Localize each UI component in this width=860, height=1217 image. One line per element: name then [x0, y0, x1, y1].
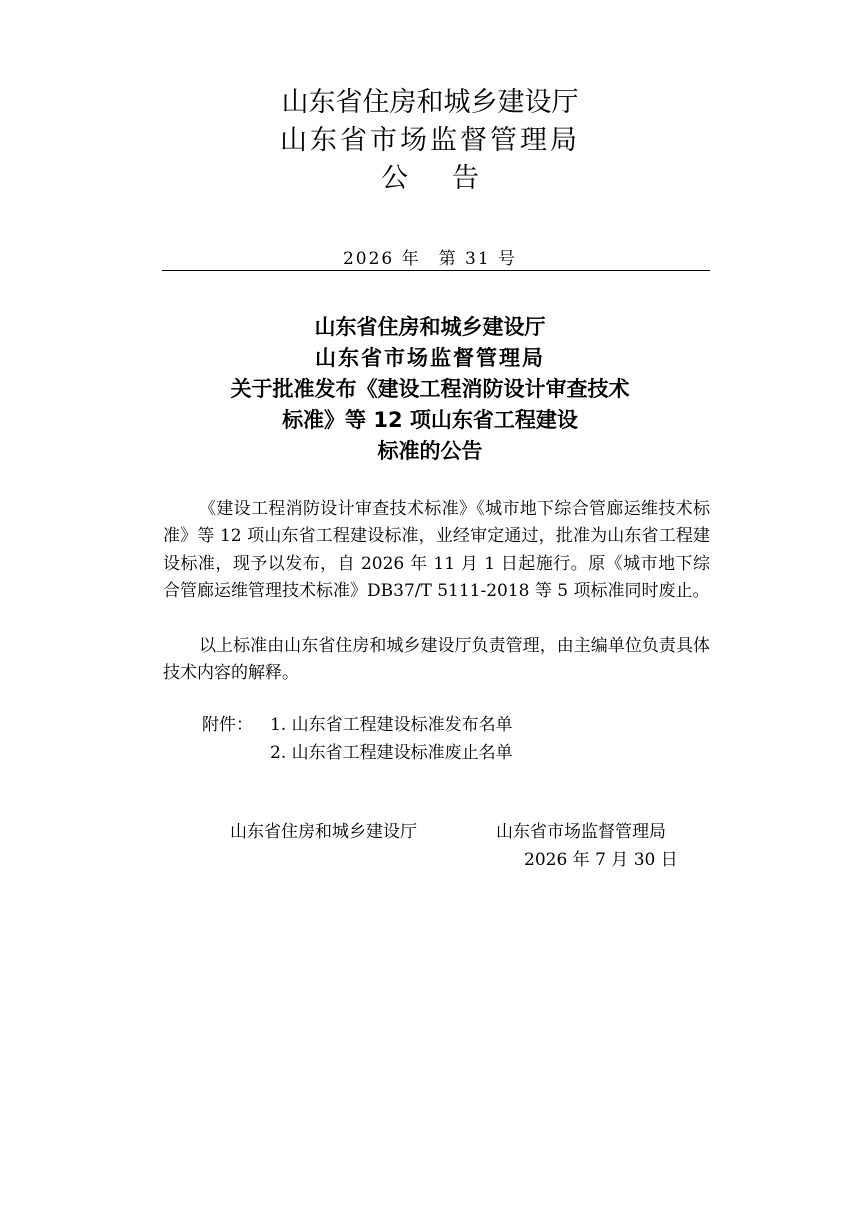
document-header: [0, 84, 860, 198]
signature-date: 2026 年 7 月 30 日: [524, 850, 678, 870]
document-number: [0, 244, 860, 269]
signature-issuer-market: 山东省市场监督管理局: [496, 822, 666, 842]
signature-issuer-housing: 山东省住房和城乡建设厅: [230, 822, 417, 842]
title-line-3: 关于批准发布《建设工程消防设计审查技术: [230, 377, 630, 401]
body-paragraph-1: 《建设工程消防设计审查技术标准》《城市地下综合管廊运维技术标准》等 12 项山东省工程建设标准，业经审定通过，批准为山东省工程建设标准，现予以发布，自 2026 年 11 月 1 日起施行。原《城市地下综合管廊运维管理技术标准》DB37/T 5111-2018 等 5 项标准同时废止。: [163, 499, 710, 601]
attachment-item: 2. 山东省工程建设标准废止名单: [270, 743, 513, 763]
document-serial: 第 31 号: [438, 249, 518, 269]
header-notice-label: 公告: [381, 163, 523, 194]
attachments-label: 附件：: [202, 715, 253, 735]
body-paragraph-2: 以上标准由山东省住房和城乡建设厅负责管理，由主编单位负责具体技术内容的解释。: [163, 636, 710, 684]
attachment-item: 1. 山东省工程建设标准发布名单: [270, 715, 513, 735]
notice-title: [0, 312, 860, 467]
header-issuer-housing: 山东省住房和城乡建设厅: [281, 87, 579, 118]
document-year: 2026 年: [342, 249, 421, 269]
title-line-2: 山东省市场监督管理局: [315, 346, 545, 370]
title-line-5: 标准的公告: [377, 439, 483, 463]
header-divider: [162, 270, 710, 271]
header-issuer-market: 山东省市场监督管理局: [280, 125, 580, 156]
title-line-4: 标准》等 12 项山东省工程建设: [282, 408, 578, 432]
title-line-1: 山东省住房和城乡建设厅: [314, 315, 546, 339]
